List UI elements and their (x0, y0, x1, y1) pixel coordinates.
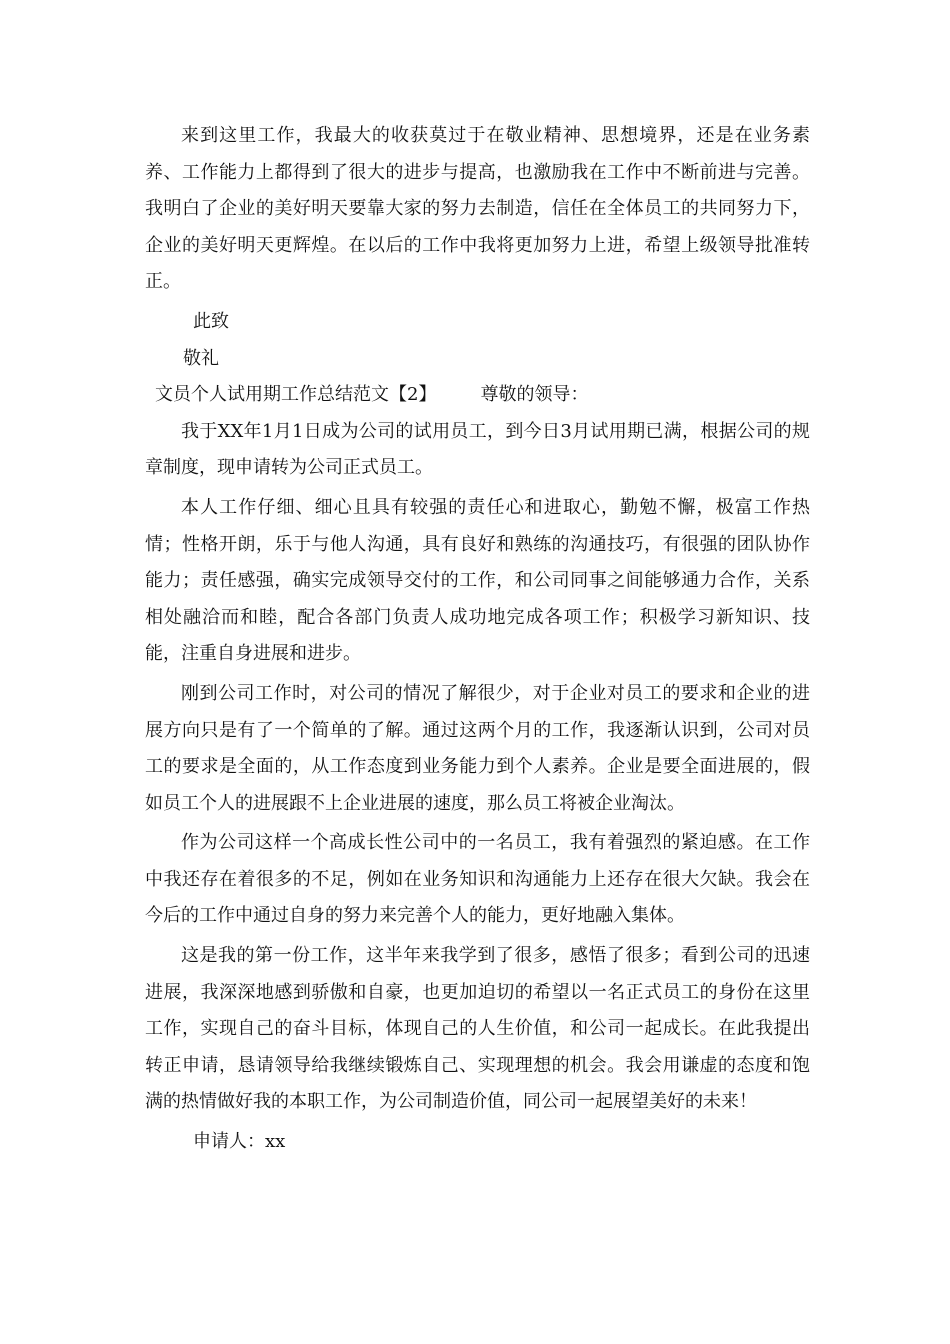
salutation-text: 敬礼 (183, 347, 219, 369)
paragraph-1: 来到这里工作，我最大的收获莫过于在敬业精神、思想境界，还是在业务素养、工作能力上都得到了很大的进步与提高，也激励我在工作中不断前进与完善。我明白了企业的美好明天要靠大家的努力去制造，信任在全体员工的共同努力下，企业的美好明天更辉煌。在以后的工作中我将更加努力上进，希望上级领导批准转正。 (145, 125, 810, 293)
paragraph-5: 作为公司这样一个高成长性公司中的一名员工，我有着强烈的紧迫感。在工作中我还存在着很多的不足，例如在业务知识和沟通能力上还存在很大欠缺。我会在今后的工作中通过自身的努力来完善个人的能力，更好地融入集体。 (145, 832, 810, 927)
section-heading-line (145, 377, 810, 414)
paragraph-2: 我于XX年1月1日成为公司的试用员工，到今日3月试用期已满，根据公司的规章制度，现申请转为公司正式员工。 (145, 420, 810, 479)
paragraph-3: 本人工作仔细、细心且具有较强的责任心和进取心，勤勉不懈，极富工作热情；性格开朗，乐于与他人沟通，具有良好和熟练的沟通技巧，有很强的团队协作能力；责任感强，确实完成领导交付的工作，和公司同事之间能够通力合作，关系相处融洽而和睦，配合各部门负责人成功地完成各项工作；积极学习新知识、技能，注重自身进展和进步。 (145, 496, 810, 665)
closing-text: 此致 (193, 310, 229, 332)
greeting-text: 尊敬的领导： (480, 384, 589, 406)
signature-line: 申请人：xx (193, 1131, 286, 1153)
document-page (145, 118, 810, 1161)
paragraph-4: 刚到公司工作时，对公司的情况了解很少，对于企业对员工的要求和企业的进展方向只是有了一个简单的了解。通过这两个月的工作，我逐渐认识到，公司对员工的要求是全面的，从工作态度到业务能力到个人素养。企业是要全面进展的，假如员工个人的进展跟不上企业进展的速度，那么员工将被企业淘汰。 (145, 682, 810, 814)
paragraph-6: 这是我的第一份工作，这半年来我学到了很多，感悟了很多；看到公司的迅速进展，我深深地感到骄傲和自豪，也更加迫切的希望以一名正式员工的身份在这里工作，实现自己的奋斗目标，体现自己的人生价值，和公司一起成长。在此我提出转正申请，恳请领导给我继续锻炼自己、实现理想的机会。我会用谦虚的态度和饱满的热情做好我的本职工作，为公司制造价值，同公司一起展望美好的未来！ (145, 945, 810, 1113)
section-title: 文员个人试用期工作总结范文【2】 (155, 384, 437, 406)
